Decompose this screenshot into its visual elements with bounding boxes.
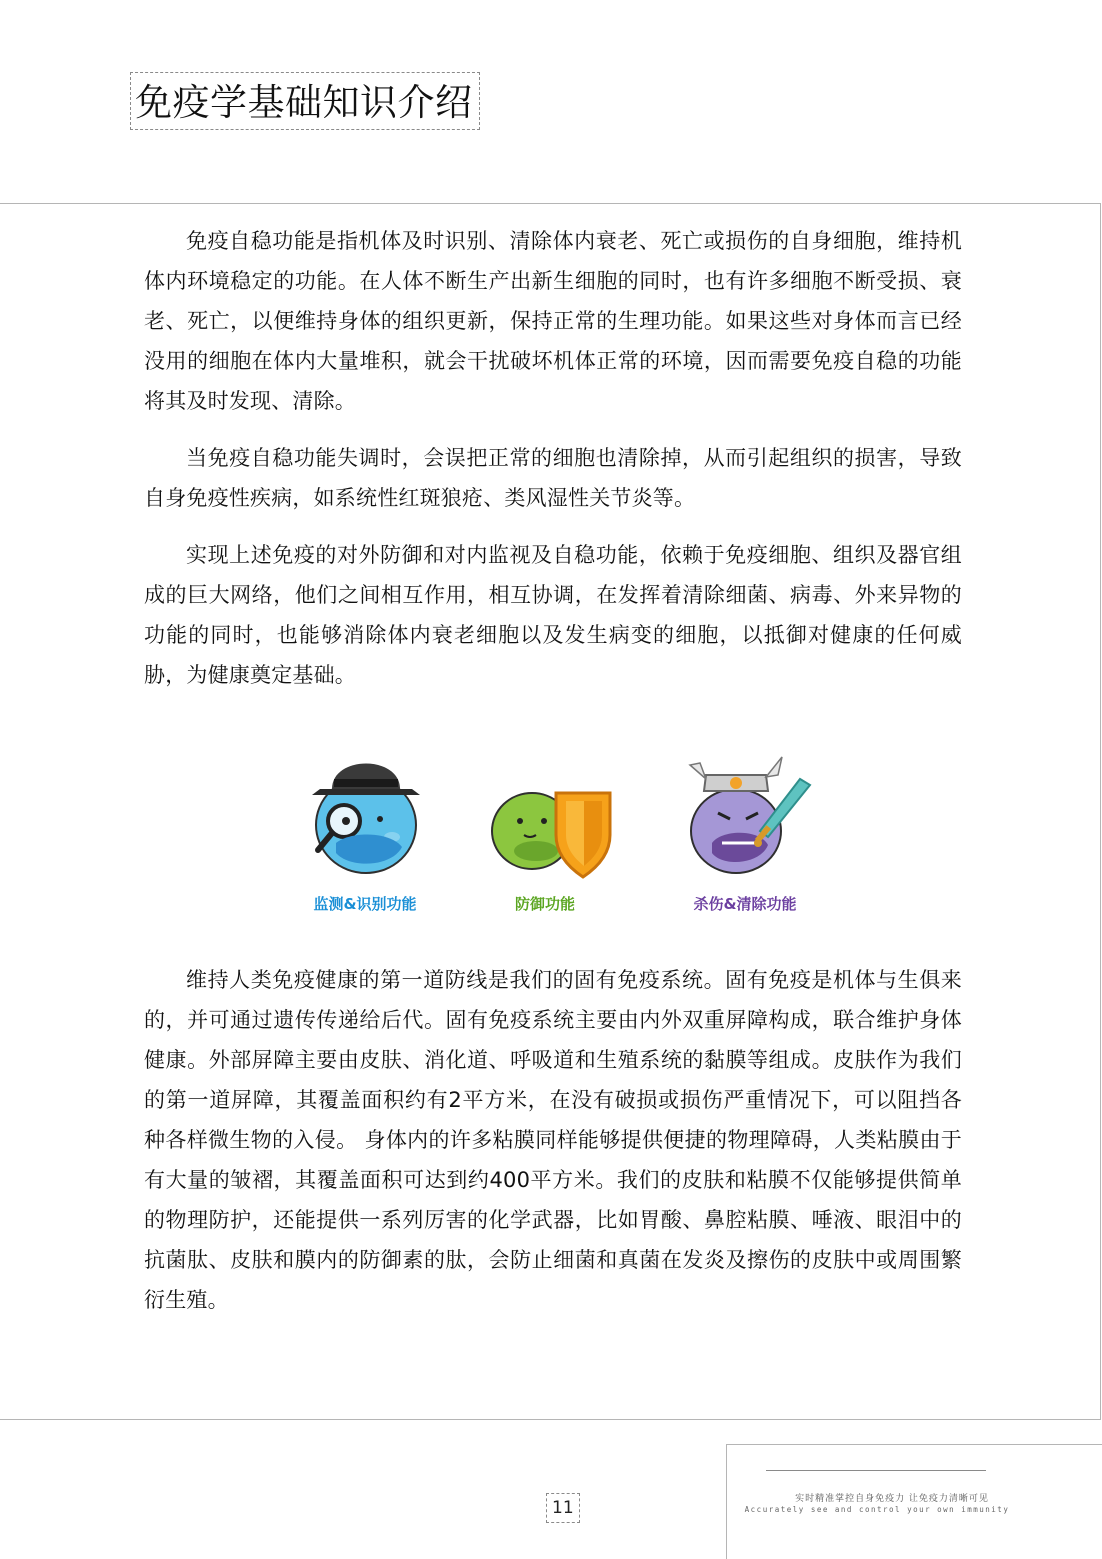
footer-box: [726, 1444, 1102, 1559]
footer-rule: [766, 1470, 986, 1471]
page-title: 免疫学基础知识介绍: [130, 72, 480, 130]
page-number: 11: [546, 1493, 580, 1523]
paragraph-dysfunction: 当免疫自稳功能失调时，会误把正常的细胞也清除掉，从而引起组织的损害，导致自身免疫性疾病，如系统性红斑狼疮、类风湿性关节炎等。: [144, 446, 962, 510]
caption-monitoring: 监测&识别功能: [313, 895, 417, 913]
shield-cell-icon: [460, 735, 630, 885]
paragraph-innate-immunity: 维持人类免疫健康的第一道防线是我们的固有免疫系统。固有免疫是机体与生俱来的，并可通过遗传传递给后代。固有免疫系统主要由内外双重屏障构成，联合维护身体健康。外部屏障主要由皮肤、消化道、呼吸道和生殖系统的黏膜等组成。皮肤作为我们的第一道屏障，其覆盖面积约有2平方米，在没有破损或损伤严重情况下，可以阻挡各种各样微生物的入侵。 身体内的许多粘膜同样能够提供便捷的物理障碍，人类粘膜由于有大量的皱褶，其覆盖面积可达到约400平方米。我们的皮肤和粘膜不仅能够提供简单的物理防护，还能提供一系列厉害的化学武器，比如胃酸、鼻腔粘膜、唾液、眼泪中的抗菌肽、皮肤和膜内的防御素的肽，会防止细菌和真菌在发炎及擦伤的皮肤中或周围繁衍生殖。: [144, 968, 962, 1312]
footer-slogan-en: Accurately see and control your own immunity: [744, 1505, 1010, 1514]
detective-cell-icon: [280, 735, 450, 885]
immune-functions-figure: [0, 735, 1102, 925]
caption-defense: 防御功能: [514, 895, 575, 913]
figure-item-defense: [460, 735, 630, 920]
footer-slogan-cn: 实时精准掌控自身免疫力 让免疫力清晰可见: [795, 1494, 989, 1504]
paragraph-self-stability: 免疫自稳功能是指机体及时识别、清除体内衰老、死亡或损伤的自身细胞，维持机体内环境稳定的功能。在人体不断生产出新生细胞的同时，也有许多细胞不断受损、衰老、死亡，以便维持身体的组织更新，保持正常的生理功能。如果这些对身体而言已经没用的细胞在体内大量堆积，就会干扰破坏机体正常的环境，因而需要免疫自稳的功能将其及时发现、清除。: [144, 229, 962, 413]
caption-killing: 杀伤&清除功能: [693, 895, 797, 913]
warrior-cell-icon: [660, 735, 830, 885]
figure-item-killing: [660, 735, 830, 920]
paragraph-network: 实现上述免疫的对外防御和对内监视及自稳功能，依赖于免疫细胞、组织及器官组成的巨大网络，他们之间相互作用，相互协调，在发挥着清除细菌、病毒、外来异物的功能的同时，也能够消除体内衰老细胞以及发生病变的细胞，以抵御对健康的任何威胁，为健康奠定基础。: [144, 543, 962, 687]
figure-item-monitoring: [280, 735, 450, 920]
